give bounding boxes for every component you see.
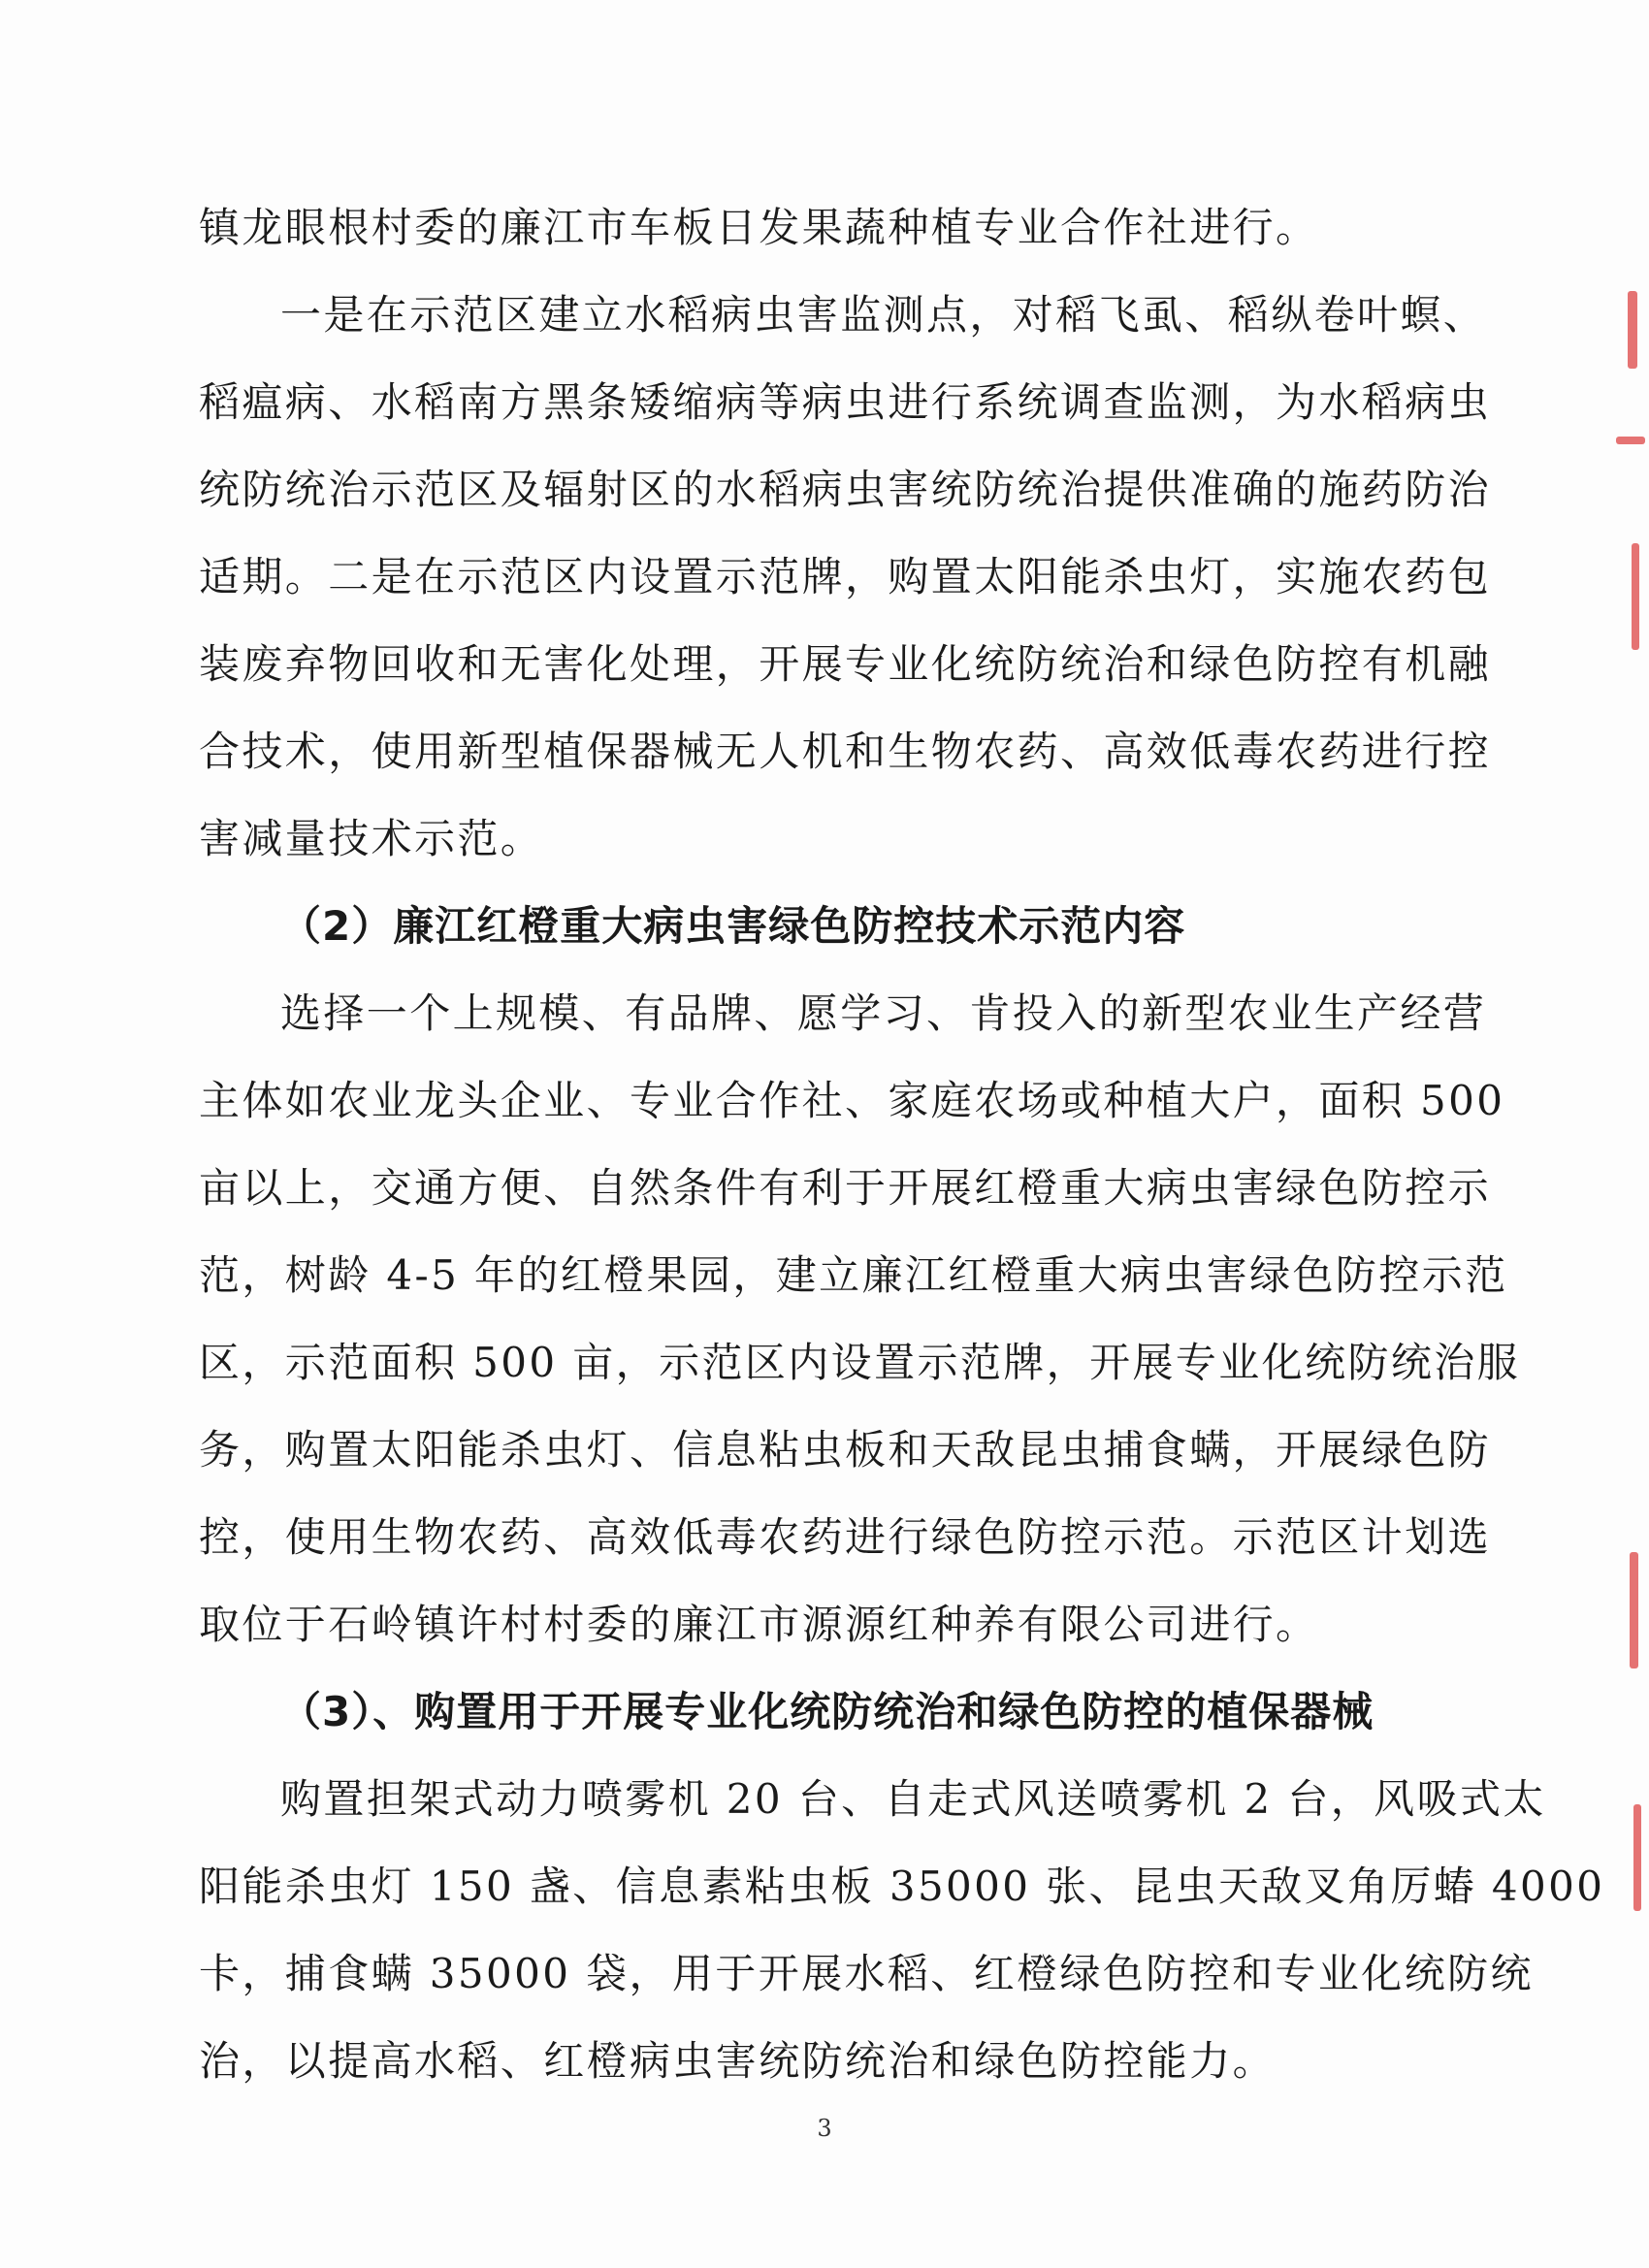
text-line: 购置担架式动力喷雾机 20 台、自走式风送喷雾机 2 台，风吸式太 — [280, 1775, 1546, 1823]
seal-fragment — [1610, 1552, 1649, 1678]
text-line: 范，树龄 4-5 年的红橙果园，建立廉江红橙重大病虫害绿色防控示范 — [199, 1251, 1508, 1299]
text-line: 区，示范面积 500 亩，示范区内设置示范牌，开展专业化统防统治服 — [199, 1339, 1521, 1386]
section-heading — [199, 1669, 1431, 1756]
text-line: 合技术，使用新型植保器械无人机和生物农药、高效低毒农药进行控 — [199, 728, 1492, 775]
text-line: 亩以上，交通方便、自然条件有利于开展红橙重大病虫害绿色防控示 — [199, 1164, 1492, 1212]
section-heading — [199, 883, 1431, 970]
text-line: 务，购置太阳能杀虫灯、信息粘虫板和天敌昆虫捕食螨，开展绿色防 — [199, 1426, 1492, 1474]
text-line: 卡，捕食螨 35000 袋，用于开展水稻、红橙绿色防控和专业化统防统 — [199, 1950, 1534, 1997]
paragraph — [199, 1756, 1605, 2105]
heading-text: （2）廉江红橙重大病虫害绿色防控技术示范内容 — [280, 902, 1186, 950]
paragraph — [199, 272, 1492, 883]
page-number: 3 — [817, 2115, 832, 2142]
text-line: 装废弃物回收和无害化处理，开展专业化统防统治和绿色防控有机融 — [199, 640, 1492, 688]
text-line: 主体如农业龙头企业、专业合作社、家庭农场或种植大户，面积 500 — [199, 1077, 1505, 1124]
text-line: 稻瘟病、水稻南方黑条矮缩病等病虫进行系统调查监测，为水稻病虫 — [199, 378, 1492, 426]
heading-text: （3）、购置用于开展专业化统防统治和绿色防控的植保器械 — [280, 1688, 1374, 1735]
paragraph — [199, 970, 1521, 1669]
document-body — [199, 184, 1605, 2105]
text-line: 害减量技术示范。 — [199, 815, 544, 862]
text-line: 适期。二是在示范区内设置示范牌，购置太阳能杀虫灯，实施农药包 — [199, 553, 1492, 600]
text-line: 一是在示范区建立水稻病虫害监测点，对稻飞虱、稻纵卷叶螟、 — [280, 291, 1487, 339]
seal-fragment — [1610, 417, 1649, 475]
text-line: 取位于石岭镇许村村委的廉江市源源红种养有限公司进行。 — [199, 1601, 1319, 1648]
seal-fragment — [1610, 543, 1649, 660]
text-line: 镇龙眼根村委的廉江市车板日发果蔬种植专业合作社进行。 — [199, 204, 1319, 251]
seal-fragment — [1610, 1804, 1649, 1921]
text-line: 治，以提高水稻、红橙病虫害统防统治和绿色防控能力。 — [199, 2037, 1277, 2085]
text-line: 统防统治示范区及辐射区的水稻病虫害统防统治提供准确的施药防治 — [199, 466, 1492, 513]
seal-fragment — [1610, 291, 1649, 378]
text-line: 控，使用生物农药、高效低毒农药进行绿色防控示范。示范区计划选 — [199, 1513, 1492, 1561]
paragraph — [199, 184, 1431, 272]
text-line: 阳能杀虫灯 150 盏、信息素粘虫板 35000 张、昆虫天敌叉角厉蝽 4000 — [199, 1863, 1605, 1910]
text-line: 选择一个上规模、有品牌、愿学习、肯投入的新型农业生产经营 — [280, 989, 1487, 1037]
